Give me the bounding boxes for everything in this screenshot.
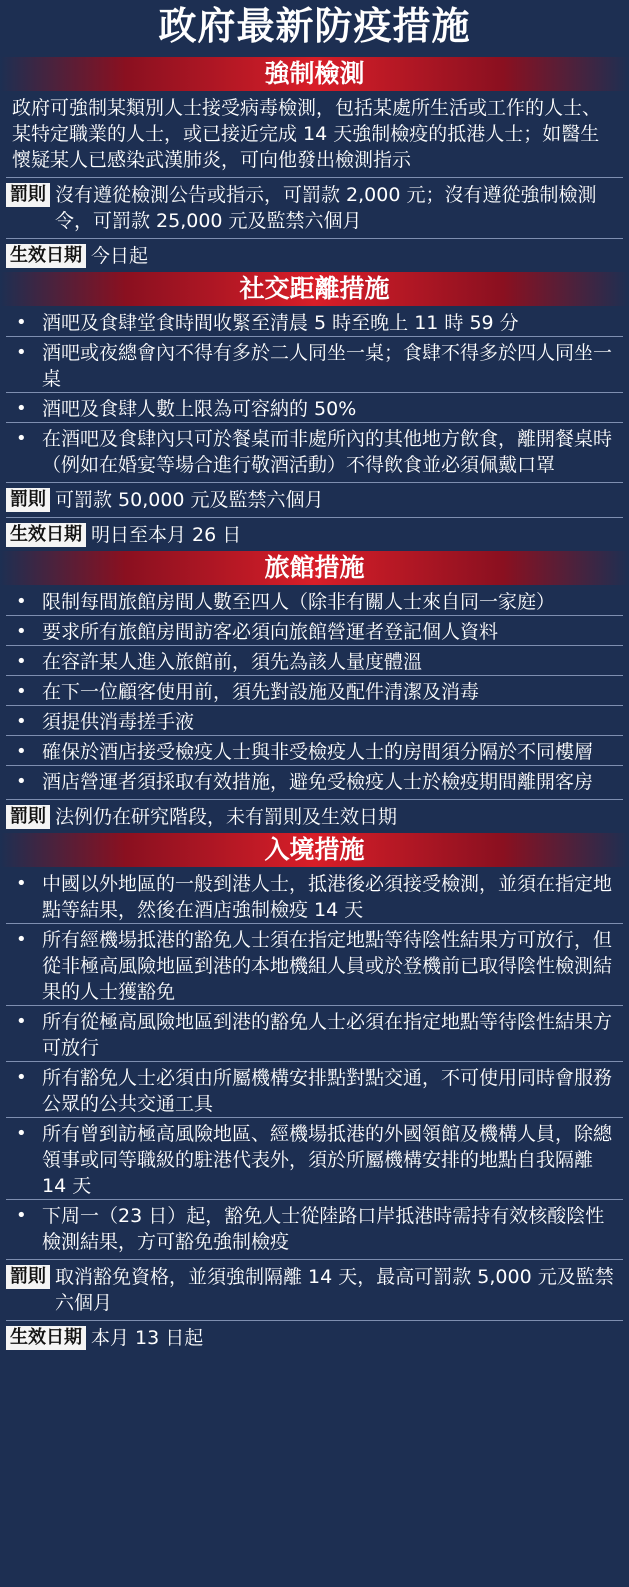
divider: [6, 238, 623, 239]
hotels-penalty-row: [6, 804, 623, 830]
bullet-icon: •: [16, 1011, 27, 1032]
divider: [6, 482, 623, 483]
list-item: • 酒吧及食肆堂食時間收緊至清晨 5 時至晚上 11 時 59 分: [6, 310, 623, 337]
section-header-distancing: 社交距離措施: [0, 272, 629, 306]
divider: [6, 177, 623, 178]
effective-date-tag: 生效日期: [6, 244, 86, 268]
page-title: 政府最新防疫措施: [158, 3, 471, 48]
list-item: • 酒吧及食肆人數上限為可容納的 50%: [6, 396, 623, 423]
section-header-hotels: 旅館措施: [0, 551, 629, 585]
entry-effective: 本月 13 日起: [91, 1327, 204, 1349]
distancing-list: [6, 310, 623, 478]
distancing-effective: 明日至本月 26 日: [91, 524, 242, 546]
hotels-list: [6, 589, 623, 795]
penalty-tag: 罰則: [6, 1265, 50, 1289]
bullet-icon: •: [16, 342, 27, 363]
testing-penalty: 沒有遵從檢測公告或指示，可罰款 2,000 元；沒有遵從強制檢測令，可罰款 25,000 元及監禁六個月: [55, 184, 597, 232]
hotels-penalty: 法例仍在研究階段，未有罰則及生效日期: [55, 806, 398, 828]
bullet-icon: •: [16, 711, 27, 732]
bullet-icon: •: [16, 929, 27, 950]
distancing-penalty-row: [6, 487, 623, 513]
list-item: • 限制每間旅館房間人數至四人（除非有關人士來自同一家庭）: [6, 589, 623, 616]
penalty-tag: 罰則: [6, 488, 50, 512]
entry-penalty: 取消豁免資格，並須強制隔離 14 天，最高可罰款 5,000 元及監禁六個月: [55, 1266, 614, 1314]
entry-penalty-row: [6, 1264, 623, 1316]
list-item: • 下周一（23 日）起，豁免人士從陸路口岸抵港時需持有效核酸陰性檢測結果，方可豁免強制檢疫: [16, 1205, 605, 1253]
list-item: • 所有豁免人士必須由所屬機構安排點對點交通，不可使用同時會服務公眾的公共交通工具: [6, 1065, 623, 1118]
section-header-entry: 入境措施: [0, 833, 629, 867]
bullet-icon: •: [16, 398, 27, 419]
list-item: • 酒吧或夜總會內不得有多於二人同坐一桌；食肆不得多於四人同坐一桌: [6, 340, 623, 393]
bullet-icon: •: [16, 873, 27, 894]
list-item: • 酒店營運者須採取有效措施，避免受檢疫人士於檢疫期間離開客房: [16, 771, 594, 793]
effective-date-tag: 生效日期: [6, 1326, 86, 1350]
bullet-icon: •: [16, 1205, 27, 1226]
effective-date-tag: 生效日期: [6, 523, 86, 547]
testing-penalty-row: [6, 182, 623, 234]
distancing-effective-row: [6, 522, 623, 548]
divider: [6, 1320, 623, 1321]
bullet-icon: •: [16, 651, 27, 672]
list-item: • 所有經機場抵港的豁免人士須在指定地點等待陰性結果方可放行，但從非極高風險地區到港的本地機組人員或於登機前已取得陰性檢測結果的人士獲豁免: [6, 927, 623, 1006]
list-item: • 中國以外地區的一般到港人士，抵港後必須接受檢測，並須在指定地點等結果，然後在酒店強制檢疫 14 天: [6, 871, 623, 924]
list-item: • 在下一位顧客使用前，須先對設施及配件清潔及消毒: [6, 679, 623, 706]
list-item: • 要求所有旅館房間訪客必須向旅館營運者登記個人資料: [6, 619, 623, 646]
list-item: • 在酒吧及食肆內只可於餐桌而非處所內的其他地方飲食，離開餐桌時（例如在婚宴等場合進行敬酒活動）不得飲食並必須佩戴口罩: [16, 428, 613, 476]
list-item: • 所有曾到訪極高風險地區、經機場抵港的外國領館及機構人員，除總領事或同等職級的駐港代表外，須於所屬機構安排的地點自我隔離 14 天: [6, 1121, 623, 1200]
entry-effective-row: [6, 1325, 623, 1351]
penalty-tag: 罰則: [6, 183, 50, 207]
testing-effective-row: [6, 243, 623, 269]
divider: [6, 1259, 623, 1260]
section-header-testing: 強制檢測: [0, 57, 629, 91]
bullet-icon: •: [16, 741, 27, 762]
bullet-icon: •: [16, 621, 27, 642]
divider: [6, 517, 623, 518]
distancing-penalty: 可罰款 50,000 元及監禁六個月: [55, 489, 324, 511]
bullet-icon: •: [16, 1067, 27, 1088]
bullet-icon: •: [16, 591, 27, 612]
list-item: • 所有從極高風險地區到港的豁免人士必須在指定地點等待陰性結果方可放行: [6, 1009, 623, 1062]
bullet-icon: •: [16, 681, 27, 702]
bullet-icon: •: [16, 1123, 27, 1144]
testing-description: 政府可強制某類別人士接受病毒檢測，包括某處所生活或工作的人士、某特定職業的人士，或已接近完成 14 天強制檢疫的抵港人士；如醫生懷疑某人已感染武漢肺炎，可向他發出檢測指示: [12, 97, 602, 171]
penalty-tag: 罰則: [6, 805, 50, 829]
bullet-icon: •: [16, 312, 27, 333]
bullet-icon: •: [16, 771, 27, 792]
list-item: • 確保於酒店接受檢疫人士與非受檢疫人士的房間須分隔於不同樓層: [6, 739, 623, 766]
testing-effective: 今日起: [91, 245, 149, 267]
divider: [6, 799, 623, 800]
list-item: • 在容許某人進入旅館前，須先為該人量度體溫: [6, 649, 623, 676]
list-item: • 須提供消毒搓手液: [6, 709, 623, 736]
bullet-icon: •: [16, 428, 27, 449]
entry-list: [6, 871, 623, 1255]
